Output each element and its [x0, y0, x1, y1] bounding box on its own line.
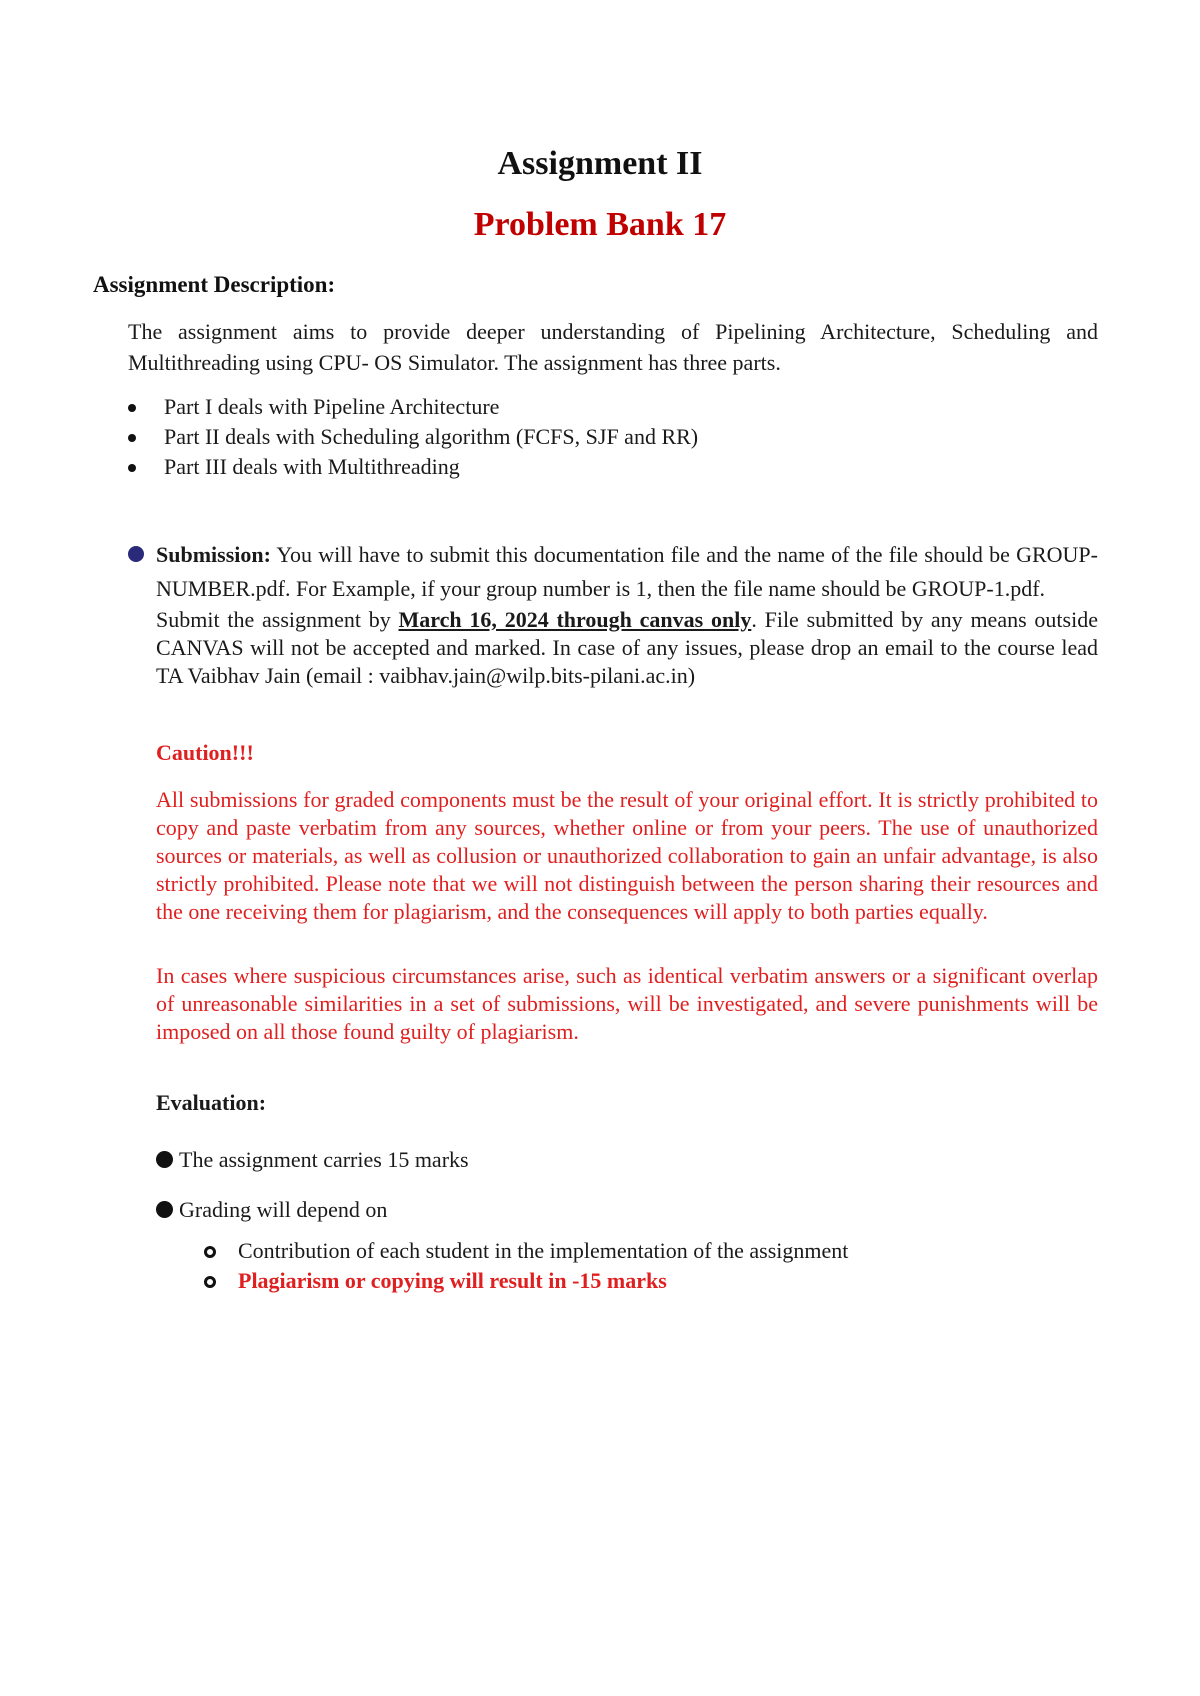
page-subtitle: Problem Bank 17 — [473, 206, 727, 243]
list-item: Plagiarism or copying will result in -15 marks — [204, 1266, 848, 1296]
description-paragraph: The assignment aims to provide deeper understanding of Pipelining Architecture, Scheduling and Multithreading using CPU- OS Simulator. The assignment has three parts. — [128, 319, 1098, 375]
list-item: Contribution of each student in the implementation of the assignment — [204, 1236, 848, 1266]
evaluation-item: Grading will depend on — [156, 1196, 387, 1224]
submission-deadline-prefix: Submit the assignment by — [156, 607, 399, 632]
submission-deadline: March 16, 2024 through canvas only — [398, 607, 752, 632]
evaluation-item: The assignment carries 15 marks — [156, 1146, 469, 1174]
caution-paragraph-2: In cases where suspicious circumstances arise, such as identical verbatim answers or a significant overlap of unreasonable similarities in a set of submissions, will be investigated, and severe punishments will be imposed on all those found guilty of plagiarism. — [156, 963, 1098, 1044]
page-title: Assignment II — [497, 145, 703, 182]
evaluation-heading: Evaluation: — [156, 1090, 267, 1115]
submission-deadline-suffix: . File submitted by any means outside CANVAS will not be accepted and marked. In case of any issues, please drop an email to the course lead TA Vaibhav Jain (email : vaibhav.jain@wilp.bits-pilani.ac.in) — [156, 607, 1098, 688]
bullet-icon — [156, 1201, 173, 1218]
submission-label: Submission: — [156, 542, 271, 567]
description-heading: Assignment Description: — [93, 272, 336, 297]
list-item: Part III deals with Multithreading — [128, 452, 698, 482]
submission-section — [128, 538, 1098, 690]
bullet-icon — [156, 1151, 173, 1168]
circle-bullet-icon — [204, 1276, 216, 1288]
list-item: Part I deals with Pipeline Architecture — [128, 392, 698, 422]
submission-text: You will have to submit this documentation file and the name of the file should be GROUP-NUMBER.pdf. For Example, if your group number is 1, then the file name should be GROUP-1.pdf. — [156, 542, 1098, 601]
bullet-icon — [128, 464, 136, 472]
parts-list — [128, 392, 698, 482]
bullet-icon — [128, 546, 144, 562]
caution-paragraph-1: All submissions for graded components must be the result of your original effort. It is strictly prohibited to copy and paste verbatim from any sources, whether online or from your peers. The use of unauthorized sources or materials, as well as collusion or unauthorized collaboration to gain an unfair advantage, is also strictly prohibited. Please note that we will not distinguish between the person sharing their resources and the one receiving them for plagiarism, and the consequences will apply to both parties equally. — [156, 787, 1098, 924]
list-item: Part II deals with Scheduling algorithm (FCFS, SJF and RR) — [128, 422, 698, 452]
circle-bullet-icon — [204, 1246, 216, 1258]
bullet-icon — [128, 404, 136, 412]
bullet-icon — [128, 434, 136, 442]
caution-heading: Caution!!! — [156, 740, 254, 765]
grading-sub-list — [204, 1236, 848, 1296]
